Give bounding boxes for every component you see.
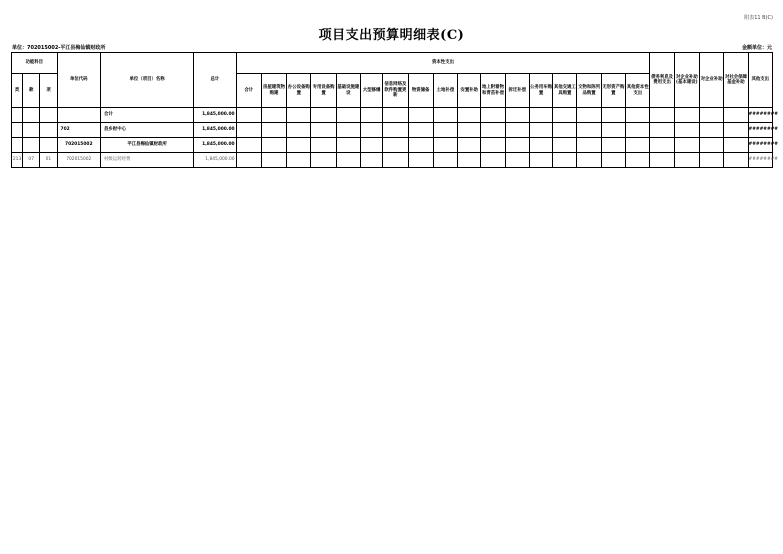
other-cell: ######## bbox=[748, 138, 772, 153]
unit-code-cell: 702015002 bbox=[57, 138, 101, 153]
capital-sub-header: 合计 bbox=[236, 74, 261, 108]
currency-label: 金额单位：元 bbox=[741, 45, 772, 51]
total-cell: 1,845,000.00 bbox=[194, 108, 236, 123]
xiang-cell bbox=[40, 123, 57, 138]
total-cell: 1,845,000.00 bbox=[194, 138, 236, 153]
total-cell: 1,845,000.00 bbox=[194, 123, 236, 138]
capital-sub-header: 拆迁补偿 bbox=[505, 74, 529, 108]
kuan-cell bbox=[23, 138, 40, 153]
kuan-cell bbox=[23, 108, 40, 123]
unit-name-cell: 平江县梅仙镇财政所 bbox=[101, 138, 194, 153]
other-cell: ######## bbox=[748, 123, 772, 138]
table-row bbox=[12, 138, 773, 153]
unit-name-cell: 县乡财中心 bbox=[101, 123, 194, 138]
lei-cell bbox=[12, 108, 23, 123]
subsidy-basic-header: 对企业补助(基本建设) bbox=[674, 53, 699, 108]
table-row bbox=[12, 153, 773, 168]
unit-code-cell: 702015002 bbox=[57, 153, 101, 168]
budget-detail-table bbox=[11, 52, 778, 168]
unit-name-cell: 合计 bbox=[101, 108, 194, 123]
debt-header: 债务利息及费用支出 bbox=[650, 53, 674, 108]
lei-cell: 213 bbox=[12, 153, 23, 168]
unit-label: 单位：702015002-平江县梅仙镇财政所 bbox=[12, 45, 106, 51]
capital-sub-header: 文物和陈列品购置 bbox=[577, 74, 601, 108]
capital-sub-header: 办公设备购置 bbox=[287, 74, 311, 108]
capital-sub-header: 安置补助 bbox=[458, 74, 481, 108]
func-subject-header: 功能科目 bbox=[12, 53, 58, 74]
lei-header: 类 bbox=[12, 74, 23, 108]
capital-header: 资本性支出 bbox=[236, 53, 650, 74]
capital-sub-header: 地上附着物和青苗补偿 bbox=[481, 74, 505, 108]
capital-sub-header: 专用设备购置 bbox=[311, 74, 336, 108]
capital-sub-header: 其他资本性支出 bbox=[626, 74, 650, 108]
total-cell: 1,845,000.00 bbox=[194, 153, 236, 168]
capital-sub-header: 大型修缮 bbox=[360, 74, 382, 108]
unit-code-header: 单位代码 bbox=[57, 53, 101, 108]
xiang-header: 项 bbox=[40, 74, 57, 108]
capital-sub-header: 无形资产购置 bbox=[601, 74, 625, 108]
xiang-cell: 01 bbox=[40, 153, 57, 168]
kuan-cell bbox=[23, 123, 40, 138]
unit-name-cell: 村级运转经费 bbox=[101, 153, 194, 168]
unit-code-cell: 702 bbox=[57, 123, 101, 138]
other-cell: ######## bbox=[748, 153, 772, 168]
other-header: 其他支出 bbox=[748, 53, 772, 108]
appendix-note: 附表11 B(C) bbox=[744, 15, 773, 21]
xiang-cell bbox=[40, 138, 57, 153]
kuan-header: 款 bbox=[23, 74, 40, 108]
subsidy-header: 对企业补助 bbox=[699, 53, 723, 108]
table-row bbox=[12, 108, 773, 123]
capital-sub-header: 物资储备 bbox=[408, 74, 433, 108]
table-row bbox=[12, 123, 773, 138]
lei-cell bbox=[12, 123, 23, 138]
social-fund-header: 对社会保障基金补助 bbox=[724, 53, 748, 108]
kuan-cell: 07 bbox=[23, 153, 40, 168]
capital-sub-header: 房屋建筑物购建 bbox=[261, 74, 286, 108]
lei-cell bbox=[12, 138, 23, 153]
page-title: 项目支出预算明细表(C) bbox=[318, 28, 465, 43]
capital-sub-header: 土地补偿 bbox=[433, 74, 457, 108]
unit-code-cell bbox=[57, 108, 101, 123]
capital-sub-header: 信息网络及软件购置更新 bbox=[383, 74, 408, 108]
capital-sub-header: 其他交通工具购置 bbox=[553, 74, 577, 108]
xiang-cell bbox=[40, 108, 57, 123]
unit-name-header: 单位（项目）名称 bbox=[101, 53, 194, 108]
total-header: 总计 bbox=[194, 53, 236, 108]
other-cell: ######## bbox=[748, 108, 772, 123]
capital-sub-header: 公务用车购置 bbox=[529, 74, 552, 108]
capital-sub-header: 基础设施建设 bbox=[336, 74, 360, 108]
